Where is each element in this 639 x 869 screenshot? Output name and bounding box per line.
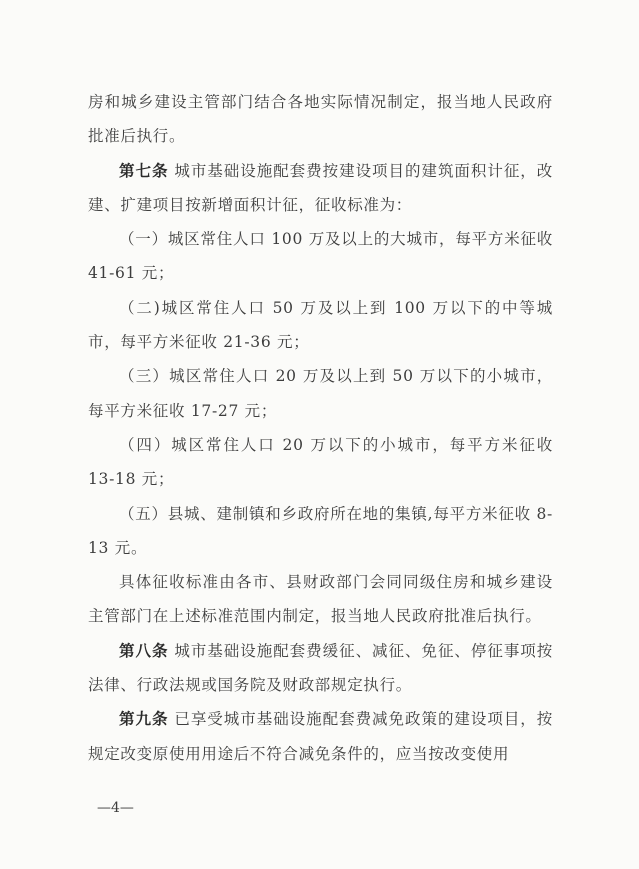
fee-standard-item-text: （一）城区常住人口 100 万及以上的大城市，每平方米征收 41-61 元；	[88, 230, 553, 283]
page-number: —4—	[97, 800, 134, 816]
article-7-paragraph	[88, 154, 553, 223]
fee-standard-item-3	[88, 359, 553, 428]
article-7-text: 城市基础设施配套费按建设项目的建筑面积计征，改建、扩建项目按新增面积计征，征收标准为：	[88, 161, 553, 214]
article-8-text: 城市基础设施配套费缓征、减征、免征、停征事项按法律、行政法规或国务院及财政部规定执行。	[88, 641, 553, 695]
fee-standard-item-text: （三）城区常住人口 20 万及以上到 50 万以下的小城市，每平方米征收 17-27 元；	[88, 367, 553, 420]
article-7-heading: 第七条	[119, 160, 169, 180]
paragraph-text: 房和城乡建设主管部门结合各地实际情况制定，报当地人民政府批准后执行。	[88, 93, 553, 146]
article-9-text: 已享受城市基础设施配套费减免政策的建设项目，按规定改变原使用用途后不符合减免条件的，应当按改变使用	[88, 710, 553, 763]
fee-standard-item-5	[88, 497, 553, 566]
paragraph-continuation	[88, 85, 553, 154]
fee-standard-item-1	[88, 222, 553, 291]
article-9-heading: 第九条	[119, 709, 169, 729]
fee-standard-item-text: （四）城区常住人口 20 万以下的小城市，每平方米征收 13-18 元；	[88, 435, 553, 489]
fee-standard-item-text: （二)城区常住人口 50 万及以上到 100 万以下的中等城市，每平方米征收 21-36 元；	[88, 298, 553, 352]
article-9-paragraph	[88, 702, 553, 771]
fee-standard-item-text: （五）县城、建制镇和乡政府所在地的集镇,每平方米征收 8-13 元。	[88, 504, 553, 557]
fee-standard-item-2	[88, 291, 553, 360]
paragraph-text: 具体征收标准由各市、县财政部门会同同级住房和城乡建设主管部门在上述标准范围内制定，报当地人民政府批准后执行。	[88, 573, 553, 626]
article-8-paragraph	[88, 634, 553, 703]
implementation-paragraph	[88, 565, 553, 634]
fee-standard-item-4	[88, 428, 553, 497]
document-body	[88, 85, 553, 771]
article-8-heading: 第八条	[119, 640, 169, 660]
